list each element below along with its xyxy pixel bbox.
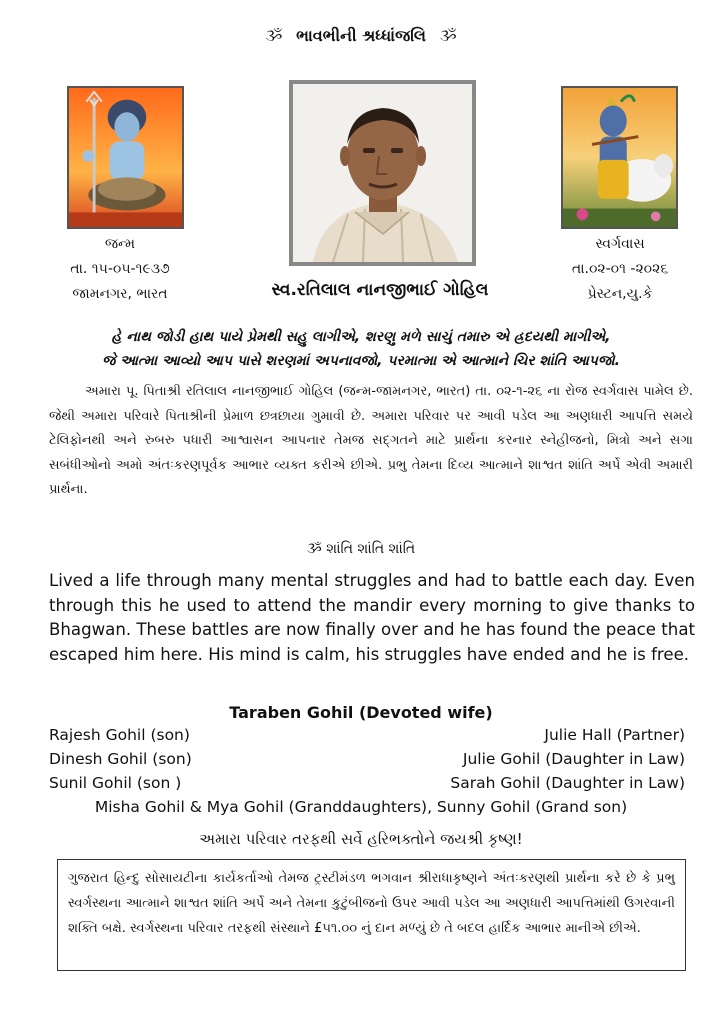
gujarati-message: અમારા પૂ. પિતાશ્રી રતિલાલ નાનજીભાઈ ગોહિલ (જન્મ-જામનગર, ભારત) તા. ૦૨-૧-૨૬ ના રોજ સ્વર્ગવાસ પામેલ છે. જેથી અમારા પરિવારે પિતાશ્રીની પ્રેમાળ છત્રછાયા ગુમાવી છે. અમારા પરિવાર પર આવી પડેલ આ અણધારી આપત્તિ સમયે ટેલિફોનથી અને રુબરુ પધારી આશ્વાસન આપનાર તેમજ સદ્ગતને માટે પ્રાર્થના કરનાર સ્નેહીજનો, મિત્રો અને સગા સબંધીઓનો અમો અંતઃકરણપૂર્વક આભાર વ્યક્ત કરીએ છીએ. પ્રભુ તેમના દિવ્ય આત્માને શાશ્વત શાંતિ અર્પે એવી અમારી પ્રાર્થના. <box>49 384 693 497</box>
death-info <box>520 232 720 307</box>
verse-line-2: જે આત્મા આવ્યો આપ પાસે શરણમાં અપનાવજો, પરમાત્મા એ આત્માને ચિર શાંતિ આપજો. <box>102 353 620 369</box>
prayer-verse <box>20 325 702 373</box>
family-member: Dinesh Gohil (son) <box>49 750 192 768</box>
family-greeting: અમારા પરિવાર તરફથી સર્વે હરિભક્તોને જયશ્રી કૃષ્ણ! <box>199 830 523 848</box>
english-message: Lived a life through many mental struggles and had to battle each day. Even through this he used to attend the mandir every morning to give thanks to Bhagwan. These battles are now finally over and he has found the peace that escaped him here. His mind is calm, his struggles have ended and he is free. <box>49 571 695 664</box>
grandchildren: Misha Gohil & Mya Gohil (Granddaughters), Sunny Gohil (Grand son) <box>94 798 628 816</box>
shiva-painting-image <box>67 86 184 229</box>
wife-name: Taraben Gohil (Devoted wife) <box>229 703 493 722</box>
death-label: સ્વર્ગવાસ <box>595 236 645 252</box>
peace-chant: ૐ શાંતિ શાંતિ શાંતિ <box>306 541 416 557</box>
family-member: Sarah Gohil (Daughter in Law) <box>450 774 685 792</box>
family-member: Rajesh Gohil (son) <box>49 726 190 744</box>
portrait-photo <box>289 80 476 266</box>
verse-line-1: હે નાથ જોડી હાથ પાયે પ્રેમથી સહુ લાગીએ, શરણુ મળે સાચું તમારુ એ હ્રદયથી માગીએ, <box>111 329 611 345</box>
family-member: Julie Gohil (Daughter in Law) <box>462 750 685 768</box>
birth-date: તા. ૧૫-૦૫-૧૯૩૭ <box>70 261 170 277</box>
family-member: Julie Hall (Partner) <box>544 726 685 744</box>
krishna-painting-image <box>561 86 678 229</box>
om-symbol-right: ૐ <box>439 26 457 45</box>
family-member: Sunil Gohil (son ) <box>49 774 182 792</box>
birth-info <box>20 232 220 307</box>
page-title <box>0 26 722 46</box>
family-row <box>49 726 685 744</box>
deceased-name: સ્વ.રતિલાલ નાનજીભાઈ ગોહિલ <box>271 280 489 300</box>
birth-place: જામનગર, ભારત <box>72 286 168 302</box>
title-text: ભાવભીની શ્રધ્ધાંજલિ <box>296 26 426 45</box>
death-date: તા.૦૨-૦૧ -૨૦૨૬ <box>571 261 669 277</box>
society-note-text: ગુજરાત હિન્દુ સોસાયટીના કાર્યકર્તાઓ તેમજ ટ્રસ્ટીમંડળ ભગવાન શ્રીરાધાકૃષ્ણને અંતઃકરણથી પ્રાર્થના કરે છે કે પ્રભુ સ્વર્ગસ્થના આત્માને શાશ્વત શાંતિ અર્પે અને તેમના કુટુંબીજનો ઉપર આવી પડેલ આ અણધારી આપત્તિમાંથી ઉગરવાની શક્તિ બક્ષે. સ્વર્ગસ્થના પરિવાર તરફથી સંસ્થાને £૫૧.૦૦ નું દાન મળ્યું છે તે બદલ હાર્દિક આભાર માનીએ છીએ. <box>68 871 675 936</box>
om-symbol-left: ૐ <box>265 26 283 45</box>
birth-label: જન્મ <box>104 236 136 252</box>
society-note-box <box>57 859 686 971</box>
family-row <box>49 750 685 768</box>
death-place: પ્રેસ્ટન,યુ.કે <box>587 286 653 302</box>
family-row <box>49 774 685 792</box>
